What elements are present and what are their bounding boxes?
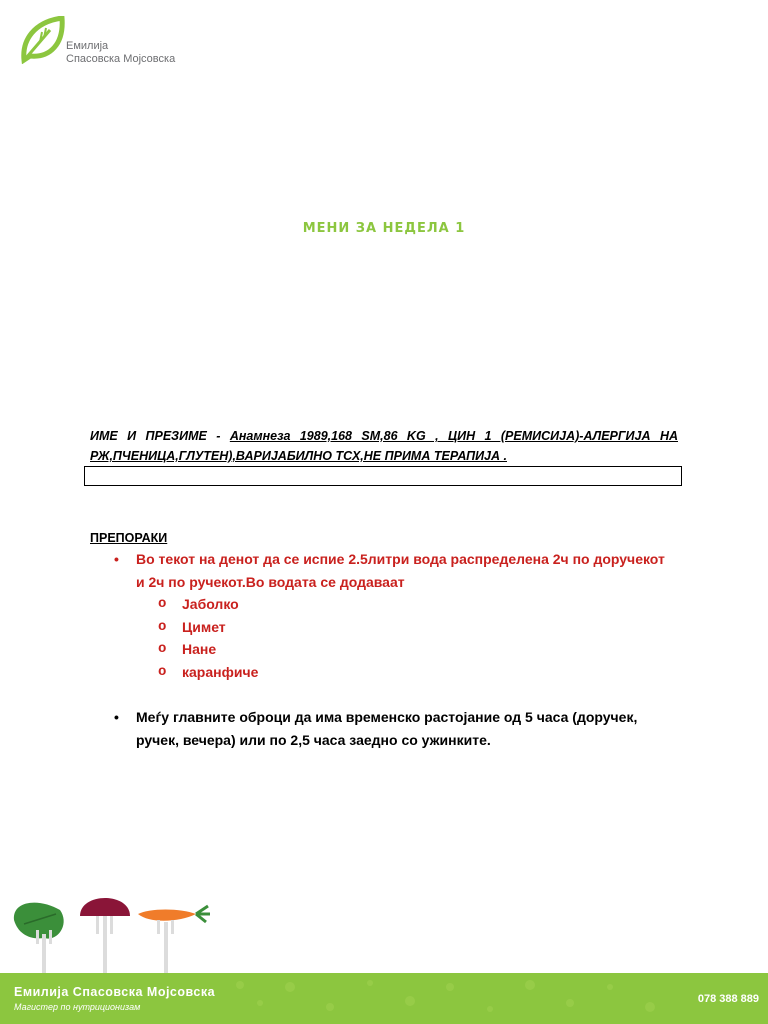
sub-list-item (110, 638, 670, 661)
sub-list-item (110, 661, 670, 684)
footer-subtitle: Магистер по нутриционизам (14, 1002, 141, 1012)
patient-details: Анамнеза 1989,168 SM,86 KG , ЦИН 1 (РЕМИСИЈА)-АЛЕРГИЈА НА РЖ,ПЧЕНИЦА,ГЛУТЕН),ВАРИЈАБИЛНО ТСХ,НЕ ПРИМА ТЕРАПИЈА . (90, 429, 678, 463)
bullet-icon: • (114, 551, 119, 567)
footer-phone: 078 388 889 (697, 993, 759, 1005)
sub-item-text: Нане (182, 641, 217, 657)
logo-text (66, 40, 175, 66)
list-item (110, 706, 670, 751)
patient-info (90, 426, 678, 466)
vegetables-fork-illustration (0, 880, 240, 975)
item-text: Меѓу главните оброци да има временско растојание од 5 часа (доручек, ручек, вечера) или по 2,5 часа заедно со ужинките. (136, 709, 638, 748)
item-text: Во текот на денот да се испие 2.5литри вода распределена 2ч по доручекот и 2ч по ручекот.Во водата се додаваат (136, 551, 665, 590)
recommendations-heading: ПРЕПОРАКИ (90, 531, 168, 545)
circle-bullet-icon: o (158, 641, 167, 657)
sub-item-text: Јаболко (182, 596, 239, 612)
sub-list-item (110, 593, 670, 616)
page-title: МЕНИ ЗА НЕДЕЛА 1 (302, 221, 466, 236)
empty-box (84, 466, 682, 486)
logo-line-2: Спасовска Мојсовска (66, 53, 176, 65)
logo-line-1: Емилија (66, 40, 109, 52)
sub-item-text: Цимет (182, 618, 226, 635)
sub-list-item (110, 616, 670, 639)
patient-label: ИМЕ И ПРЕЗИМЕ - (90, 429, 230, 443)
circle-bullet-icon: o (158, 596, 167, 612)
bullet-icon: • (114, 709, 119, 725)
circle-bullet-icon: o (158, 618, 167, 635)
recommendations-list (110, 548, 670, 683)
sub-item-text: каранфиче (182, 663, 259, 680)
footer-name: Емилија Спасовска Мојсовска (14, 985, 216, 999)
circle-bullet-icon: o (158, 663, 167, 680)
leaf-icon (20, 16, 66, 64)
logo (20, 16, 190, 66)
list-item (110, 548, 670, 593)
recommendations-list-2 (110, 706, 670, 751)
